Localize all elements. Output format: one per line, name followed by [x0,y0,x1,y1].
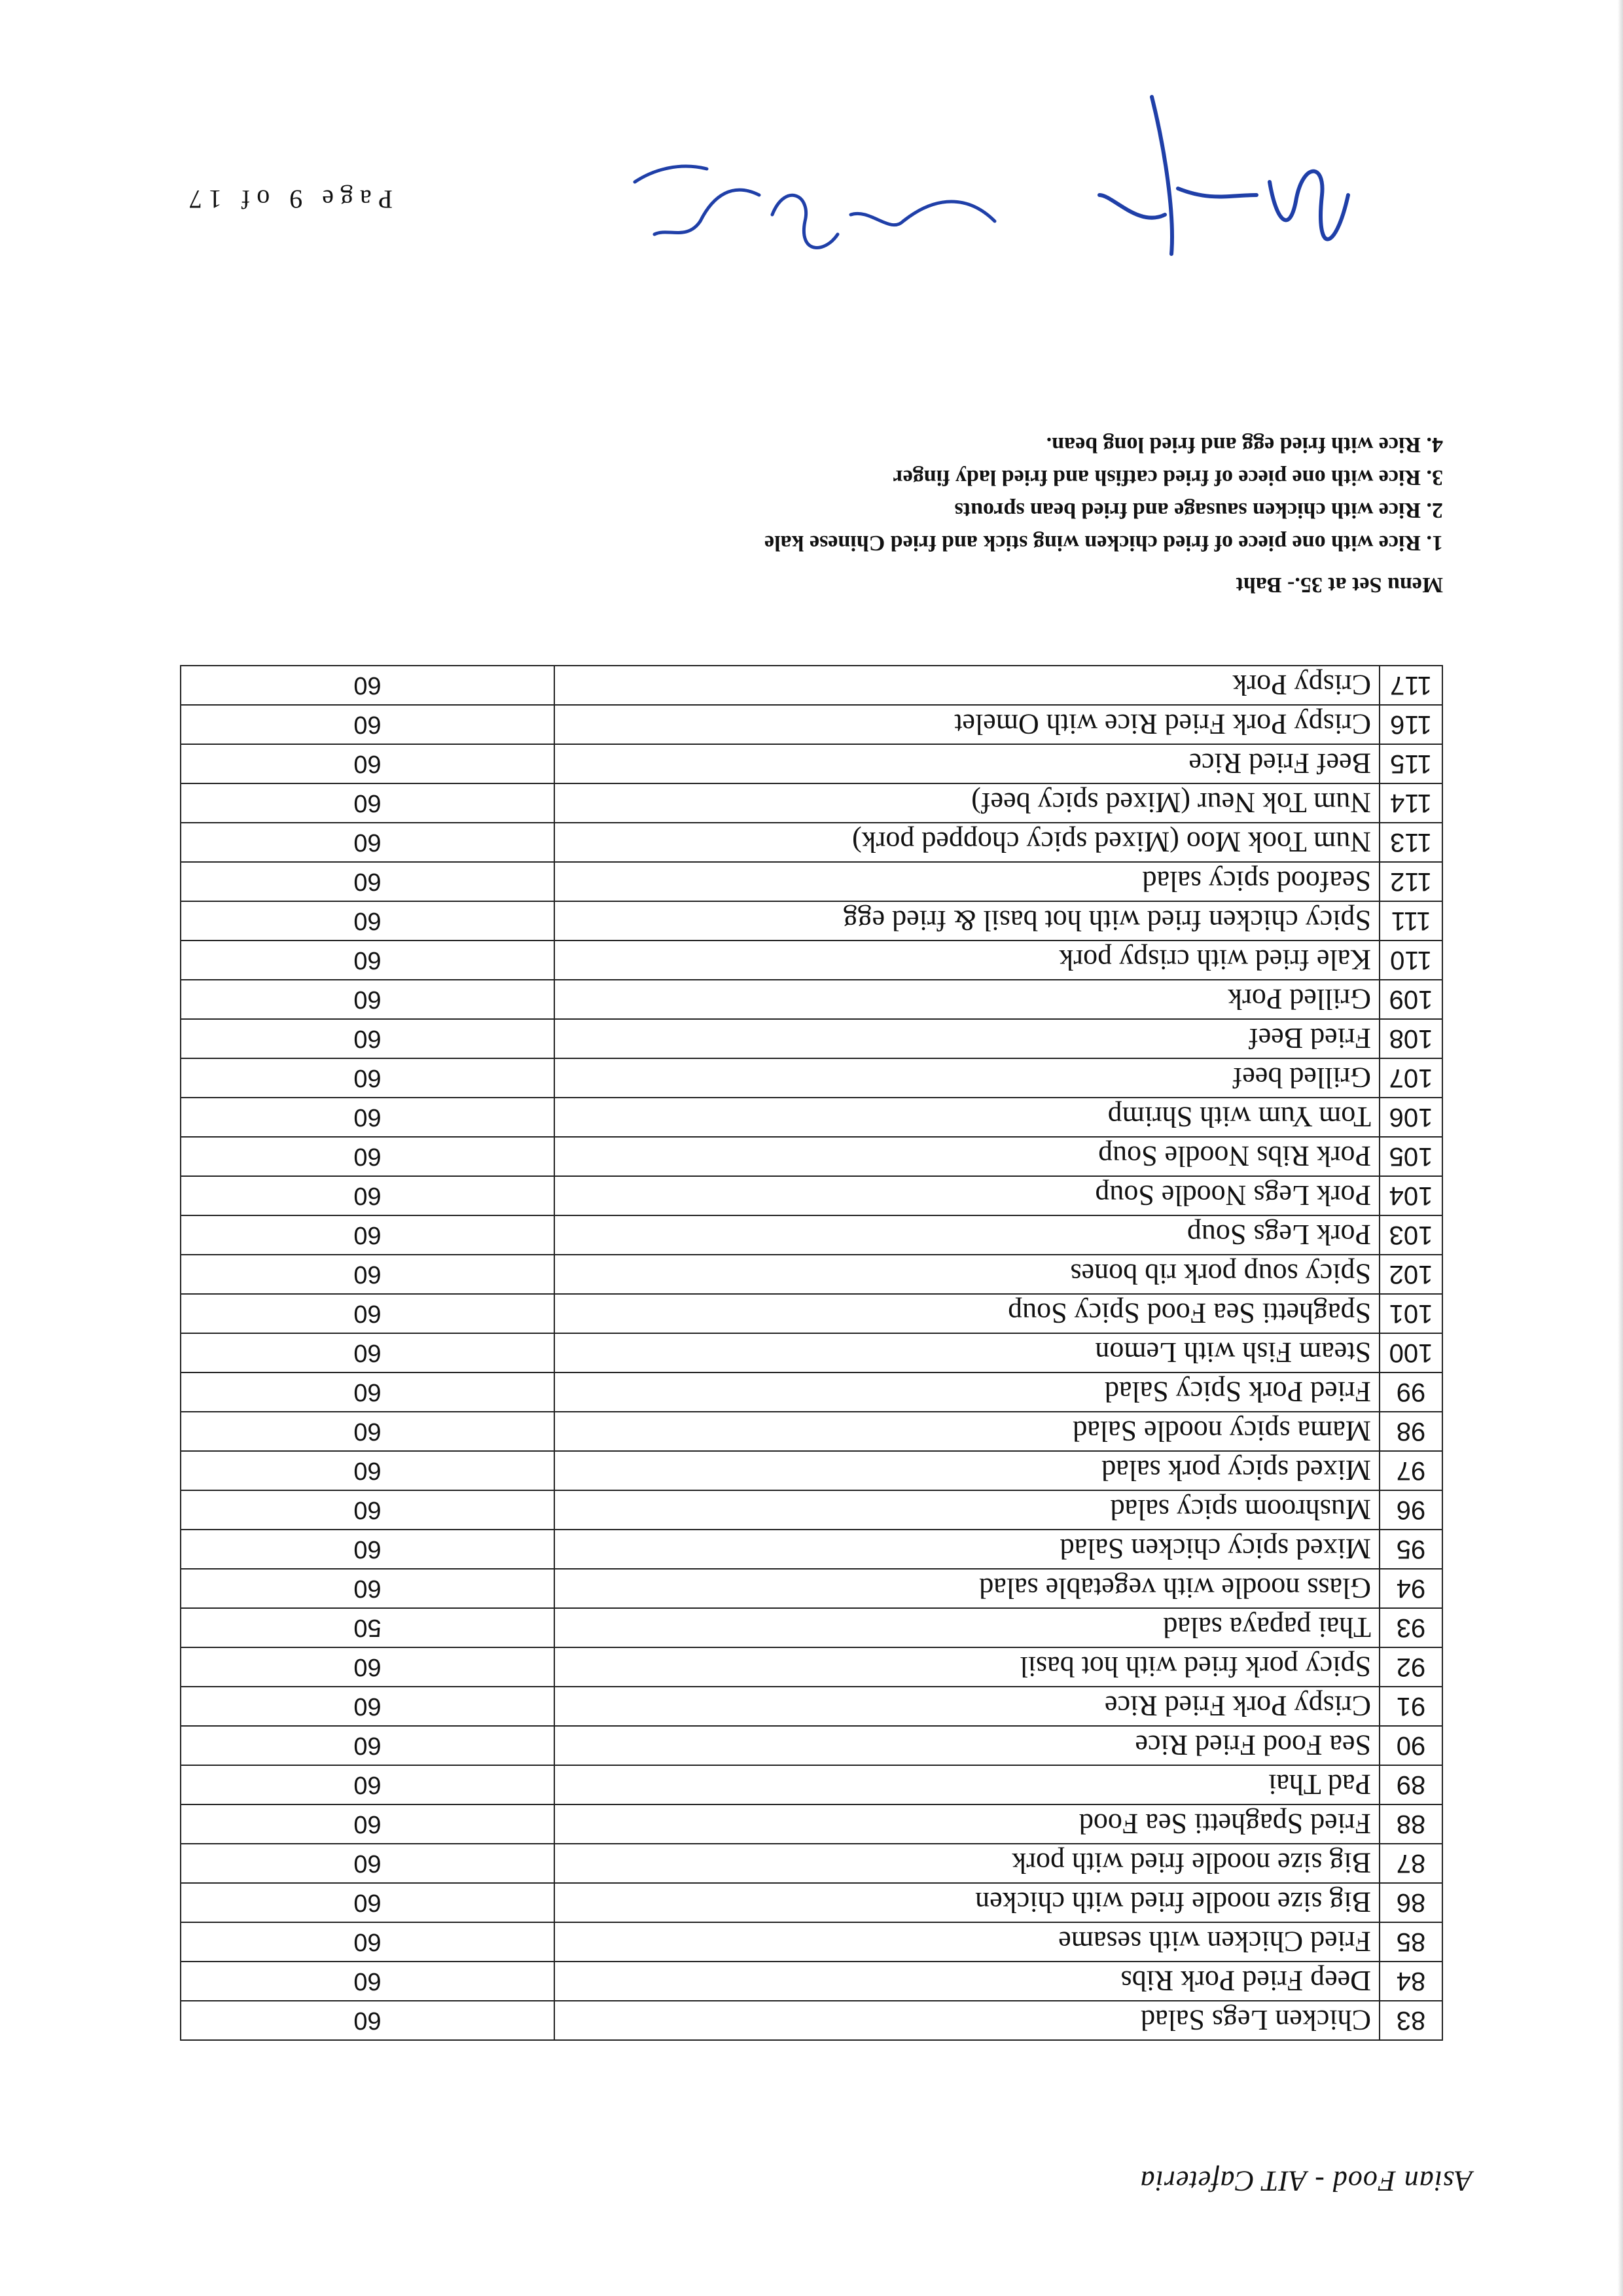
item-name: Fried Beef [554,1019,1380,1058]
item-price: 60 [181,1176,554,1215]
table-row [181,1765,1442,1804]
table-row [181,1608,1442,1647]
item-name: Num Took Moo (Mixed spicy chopped pork) [554,823,1380,862]
item-name: Chicken Legs Salad [554,2001,1380,2040]
item-name: Glass noodle with vegetable salad [554,1569,1380,1608]
item-name: Fried Spaghetti Sea Food [554,1804,1380,1844]
signatures [576,84,1361,293]
page-header: Asian Food - AIT Cafeteria [1139,2165,1472,2197]
table-row [181,980,1442,1019]
item-name: Spicy soup pork rib bones [554,1255,1380,1294]
item-number: 85 [1380,1922,1442,1962]
item-name: Grilled beef [554,1058,1380,1098]
item-name: Crispy Pork [554,666,1380,705]
item-name: Steam Fish with Lemon [554,1333,1380,1372]
item-number: 88 [1380,1804,1442,1844]
item-price: 60 [181,1451,554,1490]
table-row [181,1883,1442,1922]
menu-table-body [181,666,1442,2040]
menu-table [180,665,1443,2041]
item-price: 60 [181,783,554,823]
item-number: 102 [1380,1255,1442,1294]
item-number: 91 [1380,1687,1442,1726]
table-row [181,823,1442,862]
table-row [181,1687,1442,1726]
item-price: 60 [181,1333,554,1372]
item-price: 50 [181,1608,554,1647]
item-name: Spicy chicken fried with hot basil & fried egg [554,901,1380,941]
item-number: 112 [1380,862,1442,901]
table-row [181,744,1442,783]
table-row [181,1530,1442,1569]
table-row [181,1255,1442,1294]
item-price: 60 [181,1726,554,1765]
table-row [181,1098,1442,1137]
item-number: 95 [1380,1530,1442,1569]
item-number: 89 [1380,1765,1442,1804]
item-price: 60 [181,666,554,705]
item-number: 94 [1380,1569,1442,1608]
item-price: 60 [181,1294,554,1333]
item-name: Pork Ribs Noodle Soup [554,1137,1380,1176]
item-number: 111 [1380,901,1442,941]
item-name: Big size noodle fried with pork [554,1844,1380,1883]
table-row [181,1137,1442,1176]
item-price: 60 [181,823,554,862]
item-price: 60 [181,1804,554,1844]
item-price: 60 [181,1530,554,1569]
menu-set-item-1: 1. Rice with one piece of fried chicken wing stick and fried Chinese kale [764,531,1443,555]
item-price: 60 [181,1883,554,1922]
item-number: 106 [1380,1098,1442,1137]
item-price: 60 [181,1647,554,1687]
item-number: 104 [1380,1176,1442,1215]
item-name: Deep Fried Pork Ribs [554,1962,1380,2001]
table-row [181,1412,1442,1451]
item-number: 108 [1380,1019,1442,1058]
menu-set-title: Menu Set at 35.- Baht [1236,573,1443,597]
item-name: Num Tok Neur (Mixed spicy beef) [554,783,1380,823]
table-row [181,1804,1442,1844]
table-row [181,1333,1442,1372]
item-name: Pork Legs Soup [554,1215,1380,1255]
item-name: Kale fried with crispy pork [554,941,1380,980]
item-name: Spicy pork fried with hot basil [554,1647,1380,1687]
table-row [181,1962,1442,2001]
item-number: 113 [1380,823,1442,862]
item-name: Pork Legs Noodle Soup [554,1176,1380,1215]
table-row [181,1215,1442,1255]
item-price: 60 [181,1019,554,1058]
scan-edge [1618,0,1623,2296]
item-number: 96 [1380,1490,1442,1530]
item-name: Fried Pork Spicy Salad [554,1372,1380,1412]
item-name: Big size noodle fried with chicken [554,1883,1380,1922]
item-price: 60 [181,1569,554,1608]
item-name: Crispy Pork Fried Rice with Omelet [554,705,1380,744]
item-price: 60 [181,1922,554,1962]
item-number: 101 [1380,1294,1442,1333]
item-name: Spaghetti Sea Food Spicy Soup [554,1294,1380,1333]
item-number: 100 [1380,1333,1442,1372]
item-price: 60 [181,1058,554,1098]
table-row [181,1294,1442,1333]
item-name: Pad Thai [554,1765,1380,1804]
item-price: 60 [181,1137,554,1176]
item-price: 60 [181,1687,554,1726]
table-row [181,1490,1442,1530]
table-row [181,1058,1442,1098]
item-price: 60 [181,2001,554,2040]
table-row [181,941,1442,980]
menu-set-item-3: 3. Rice with one piece of fried catfish and fried lady finger [893,465,1443,490]
menu-set-section [764,428,1443,601]
item-number: 84 [1380,1962,1442,2001]
item-number: 98 [1380,1412,1442,1451]
table-row [181,901,1442,941]
item-name: Fried Chicken with sesame [554,1922,1380,1962]
item-number: 103 [1380,1215,1442,1255]
item-name: Mama spicy noodle Salad [554,1412,1380,1451]
item-number: 115 [1380,744,1442,783]
item-number: 90 [1380,1726,1442,1765]
item-name: Mixed spicy pork salad [554,1451,1380,1490]
item-name: Grilled Pork [554,980,1380,1019]
item-price: 60 [181,901,554,941]
table-row [181,1019,1442,1058]
table-row [181,1372,1442,1412]
item-price: 60 [181,1765,554,1804]
table-row [181,1647,1442,1687]
item-price: 60 [181,1215,554,1255]
signature-2 [635,166,995,247]
table-row [181,783,1442,823]
table-row [181,2001,1442,2040]
item-name: Beef Fried Rice [554,744,1380,783]
table-row [181,1569,1442,1608]
item-name: Mixed spicy chicken Salad [554,1530,1380,1569]
item-price: 60 [181,1255,554,1294]
item-number: 107 [1380,1058,1442,1098]
item-name: Crispy Pork Fried Rice [554,1687,1380,1726]
table-row [181,1726,1442,1765]
item-number: 117 [1380,666,1442,705]
item-price: 60 [181,980,554,1019]
item-price: 60 [181,1412,554,1451]
item-number: 99 [1380,1372,1442,1412]
menu-set-item-4: 4. Rice with fried egg and fried long bean. [1046,433,1443,457]
item-price: 60 [181,1490,554,1530]
item-number: 114 [1380,783,1442,823]
item-price: 60 [181,1962,554,2001]
item-price: 60 [181,1098,554,1137]
table-row [181,705,1442,744]
item-price: 60 [181,1372,554,1412]
item-price: 60 [181,862,554,901]
signature-1 [1099,97,1348,254]
item-name: Thai papaya salad [554,1608,1380,1647]
item-number: 86 [1380,1883,1442,1922]
item-number: 87 [1380,1844,1442,1883]
item-price: 60 [181,744,554,783]
item-price: 60 [181,1844,554,1883]
page-number: Page 9 of 17 [182,185,393,214]
item-number: 93 [1380,1608,1442,1647]
table-row [181,666,1442,705]
table-row [181,1451,1442,1490]
table-row [181,1176,1442,1215]
table-row [181,862,1442,901]
table-row [181,1844,1442,1883]
item-number: 83 [1380,2001,1442,2040]
item-number: 110 [1380,941,1442,980]
item-number: 116 [1380,705,1442,744]
item-name: Sea Food Fried Rice [554,1726,1380,1765]
item-number: 92 [1380,1647,1442,1687]
menu-set-item-2: 2. Rice with chicken sausage and fried bean sprouts [954,498,1443,522]
item-number: 97 [1380,1451,1442,1490]
item-price: 60 [181,705,554,744]
item-price: 60 [181,941,554,980]
item-name: Mushroom spicy salad [554,1490,1380,1530]
item-number: 109 [1380,980,1442,1019]
table-row [181,1922,1442,1962]
item-number: 105 [1380,1137,1442,1176]
item-name: Tom Yum with Shrimp [554,1098,1380,1137]
item-name: Seafood spicy salad [554,862,1380,901]
